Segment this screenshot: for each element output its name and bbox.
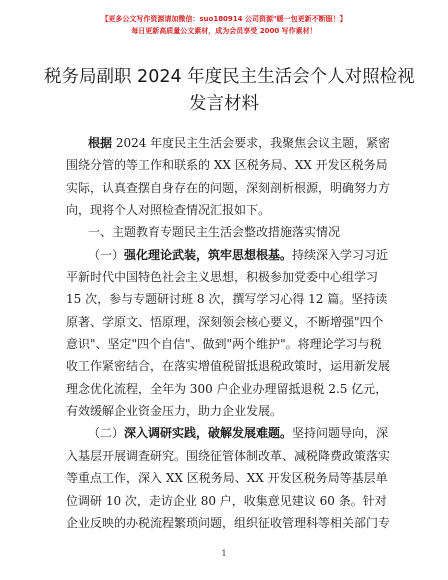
paragraph-3-line-5	[66, 333, 386, 355]
text-run: （二）	[88, 426, 125, 441]
bold-text-run: 强化理论武装，筑牢思想根基。	[124, 247, 293, 262]
paragraph-4-line-5	[66, 512, 391, 534]
text-run: 企业反映的办税流程繁琐问题，组织征收管理科等相关部门专	[66, 515, 391, 530]
paragraph-3-line-4	[66, 311, 386, 333]
text-run: 意识"、坚定"四个自信"、做到"两个维护"。将理论学习与税	[66, 337, 382, 352]
document-title-line-1: 税务局副职 2024 年度民主生活会个人对照检视	[44, 67, 415, 87]
paragraph-1-line-1	[66, 132, 391, 154]
promo-banner-line-2: 每日更新高质量公文素材，成为会员享受 2000 写作素材！	[131, 27, 317, 35]
paragraph-3-line-3	[66, 288, 386, 310]
paragraph-3-line-1	[66, 244, 389, 266]
promo-banner-line-1: 【更多公文写作资源请加微信：suo180914 公司资源"暖一包更新不断服！】	[101, 15, 347, 23]
document-body	[66, 132, 391, 534]
text-run: 平新时代中国特色社会主义思想，积极参加党委中心组学习	[66, 270, 379, 285]
text-run: （一）	[88, 247, 125, 262]
text-run: 有效缓解企业资金压力，助力企业发展。	[66, 404, 283, 419]
paragraph-3-line-6	[66, 355, 391, 377]
text-run: 坚持问题导向，深	[292, 426, 389, 441]
bold-text-run: 根据	[88, 136, 113, 150]
paragraph-4-line-2	[66, 445, 391, 467]
paragraph-3-line-2	[66, 266, 386, 288]
text-run: 收工作紧密结合，在落实增值税留抵退税政策时，运用新发展	[66, 359, 391, 374]
paragraph-4-line-3	[66, 467, 386, 489]
text-run: 实际，认真查摆自身存在的问题，深刻剖析根源，明确努力方	[66, 180, 391, 195]
paragraph-4-line-1	[66, 422, 389, 444]
bold-text-run: 深入调研实践，破解发展难题。	[124, 426, 293, 441]
paragraph-4-line-4	[66, 490, 386, 512]
text-run: 入基层开展调查研究。围绕征管体制改革、减税降费政策落实	[66, 448, 391, 463]
text-run: 2024 年度民主生活会要求，我聚焦会议主题，紧密	[112, 136, 391, 150]
text-run: 等重点工作，深入 XX 区税务局、XX 开发区税务局等基层单	[66, 471, 388, 486]
text-run: 一、主题教育专题民主生活会整改措施落实情况	[88, 225, 341, 240]
paragraph-1-line-2	[66, 154, 386, 176]
paragraph-2-line-1	[66, 221, 386, 243]
text-run: 原著、学原文、悟原理，深刻领会核心要义，不断增强"四个	[66, 314, 384, 329]
paragraph-3-line-7	[66, 378, 386, 400]
text-run: 持续深入学习习近	[292, 247, 389, 262]
document-title-line-2: 发言材料	[189, 94, 259, 114]
paragraph-1-line-4	[66, 199, 386, 221]
text-run: 围绕分管的等工作和联系的 XX 区税务局、XX 开发区税务局	[66, 158, 388, 173]
text-run: 理念优化流程，全年为 300 户企业办理留抵退税 2.5 亿元，	[66, 381, 388, 396]
page-number: 1	[221, 549, 227, 558]
text-run: 15 次，参与专题研讨班 8 次，撰写学习心得 12 篇。坚持读	[66, 292, 388, 307]
text-run: 向，现将个人对照检查情况汇报如下。	[66, 203, 271, 218]
text-run: 位调研 10 次，走访企业 80 户，收集意见建议 60 条。针对	[66, 493, 387, 508]
paragraph-1-line-3	[66, 177, 391, 199]
paragraph-3-line-8	[66, 400, 386, 422]
